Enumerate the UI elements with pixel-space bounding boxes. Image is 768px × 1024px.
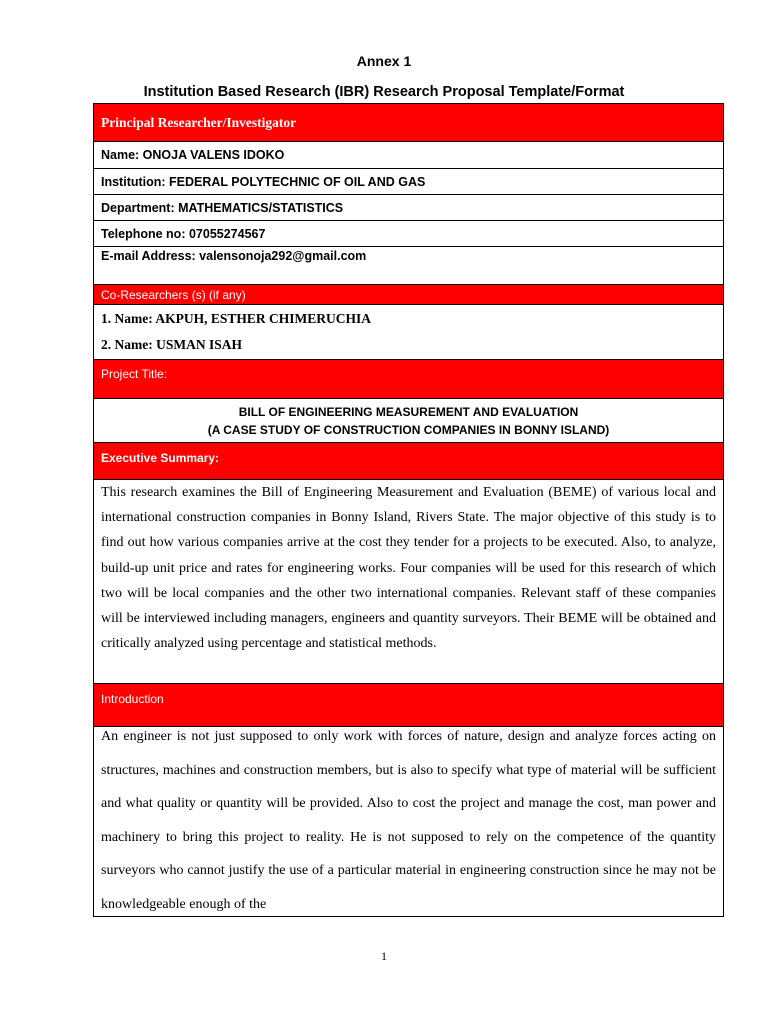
- principal-institution: Institution: FEDERAL POLYTECHNIC OF OIL AND GAS: [94, 169, 724, 195]
- principal-name: Name: ONOJA VALENS IDOKO: [94, 142, 724, 169]
- project-title: [94, 399, 724, 443]
- project-title-line-2: (A CASE STUDY OF CONSTRUCTION COMPANIES IN BONNY ISLAND): [207, 422, 610, 437]
- co-researcher-1: 1. Name: AKPUH, ESTHER CHIMERUCHIA: [101, 311, 372, 326]
- executive-summary-header: Executive Summary:: [94, 443, 724, 480]
- page-number: 1: [381, 949, 387, 963]
- proposal-form-table: [93, 103, 724, 917]
- co-researcher-2: 2. Name: USMAN ISAH: [101, 337, 242, 352]
- project-title-line-1: BILL OF ENGINEERING MEASUREMENT AND EVALUATION: [238, 404, 579, 419]
- introduction-header: Introduction: [94, 684, 724, 727]
- introduction-text: An engineer is not just supposed to only work with forces of nature, design and analyze forces acting on structures, machines and construction members, but is also to specify what type of material will be sufficient and what quality or quantity will be provided. Also to cost the project and manage the cost, man power and machinery to bring this project to reality. He is not supposed to rely on the competence of the quantity surveyors who cannot justify the use of a particular material in engineering construction since he may not be knowledgeable enough of the: [101, 729, 716, 912]
- principal-researcher-header: Principal Researcher/Investigator: [94, 104, 724, 142]
- introduction-cell: [94, 727, 724, 917]
- co-researchers-list: [94, 305, 724, 360]
- co-researchers-header: Co-Researchers (s) (if any): [94, 285, 724, 305]
- principal-department: Department: MATHEMATICS/STATISTICS: [94, 195, 724, 221]
- principal-telephone: Telephone no: 07055274567: [94, 221, 724, 247]
- project-title-header: Project Title:: [94, 360, 724, 399]
- annex-label: Annex 1: [356, 53, 412, 69]
- principal-email: E-mail Address: valensonoja292@gmail.com: [94, 247, 724, 285]
- template-title: Institution Based Research (IBR) Research Proposal Template/Format: [143, 84, 625, 100]
- executive-summary-text: This research examines the Bill of Engineering Measurement and Evaluation (BEME) of various local and international construction companies in Bonny Island, Rivers State. The major objective of this study is to find out how various companies arrive at the cost they tender for a projects to be executed. Also, to analyze, build-up unit price and rates for engineering works. Four companies will be used for this research of which two will be local companies and the other two international companies. Relevant staff of these companies will be interviewed including managers, engineers and quantity surveyors. Their BEME will be obtained and critically analyzed using percentage and statistical methods.: [94, 480, 724, 684]
